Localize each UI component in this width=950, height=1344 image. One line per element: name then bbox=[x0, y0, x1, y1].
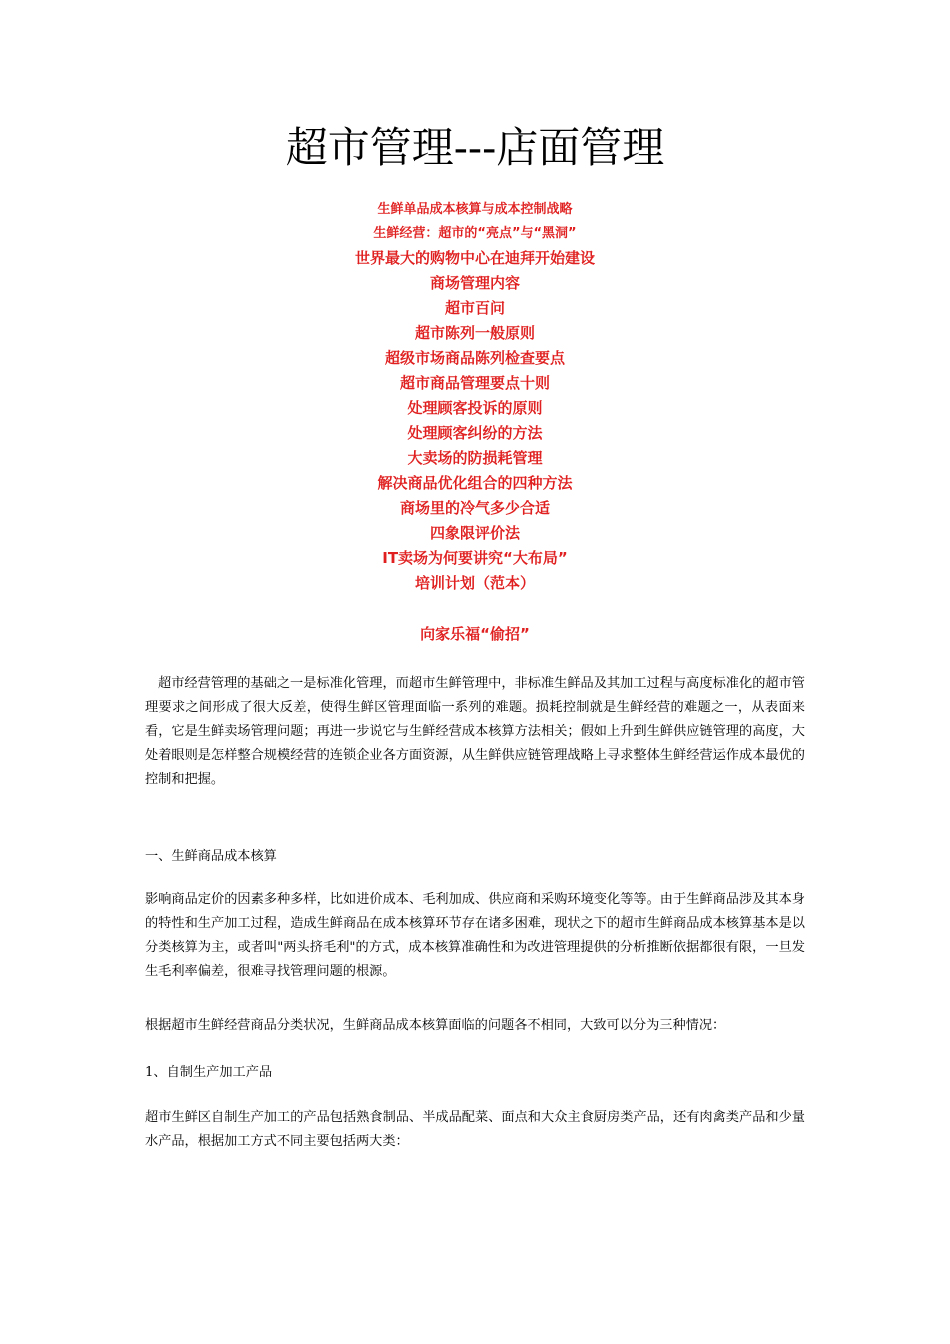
toc-item[interactable]: 商场里的冷气多少合适 bbox=[399, 499, 550, 517]
toc-item[interactable]: IT卖场为何要讲究“大布局” bbox=[382, 549, 568, 567]
intro-paragraph: 超市经营管理的基础之一是标准化管理，而超市生鲜管理中，非标准生鲜品及其加工过程与高度标准化的超市管理要求之间形成了很大反差，使得生鲜区管理面临一系列的难题。损耗控制就是生鲜经营的难题之一，从表面来看，它是生鲜卖场管理问题；再进一步说它与生鲜经营成本核算方法相关；假如上升到生鲜供应链管理的高度，大处着眼则是怎样整合规模经营的连锁企业各方面资源，从生鲜供应链管理战略上寻求整体生鲜经营运作成本最优的控制和把握。 bbox=[145, 676, 805, 787]
toc-item-extra[interactable]: 向家乐福“偷招” bbox=[420, 625, 530, 643]
body-paragraph: 影响商品定价的因素多种多样，比如进价成本、毛利加成、供应商和采购环境变化等等。由于生鲜商品涉及其本身的特性和生产加工过程，造成生鲜商品在成本核算环节存在诸多困难，现状之下的超市生鲜商品成本核算基本是以分类核算为主，或者叫"两头挤毛利"的方式，成本核算准确性和为改进管理提供的分析推断依据都很有限，一旦发生毛利率偏差，很难寻找管理问题的根源。 bbox=[145, 892, 805, 979]
toc-item[interactable]: 超市商品管理要点十则 bbox=[399, 374, 550, 392]
toc-item[interactable]: 超市百问 bbox=[444, 299, 505, 317]
toc-item[interactable]: 培训计划（范本） bbox=[414, 574, 535, 592]
toc-item[interactable]: 处理顾客纠纷的方法 bbox=[407, 424, 543, 442]
toc-item[interactable]: 超级市场商品陈列检查要点 bbox=[384, 349, 565, 367]
section-heading: 一、生鲜商品成本核算 bbox=[145, 849, 277, 864]
toc-item[interactable]: 商场管理内容 bbox=[429, 274, 520, 292]
toc-item[interactable]: 四象限评价法 bbox=[429, 524, 520, 542]
body-paragraph: 超市生鲜区自制生产加工的产品包括熟食制品、半成品配菜、面点和大众主食厨房类产品，还有肉禽类产品和少量水产品，根据加工方式不同主要包括两大类： bbox=[145, 1110, 805, 1149]
toc-item[interactable]: 解决商品优化组合的四种方法 bbox=[377, 474, 573, 492]
toc-item[interactable]: 处理顾客投诉的原则 bbox=[407, 399, 543, 417]
subsection-heading: 1、自制生产加工产品 bbox=[145, 1065, 273, 1080]
page-title: 超市管理---店面管理 bbox=[285, 123, 665, 172]
toc-item[interactable]: 大卖场的防损耗管理 bbox=[407, 449, 543, 467]
toc-item[interactable]: 超市陈列一般原则 bbox=[414, 324, 535, 342]
toc-list bbox=[0, 198, 950, 596]
body-paragraph: 根据超市生鲜经营商品分类状况，生鲜商品成本核算面临的问题各不相同，大致可以分为三种情况： bbox=[145, 1018, 726, 1033]
toc-item[interactable]: 生鲜单品成本核算与成本控制战略 bbox=[377, 202, 573, 217]
toc-item[interactable]: 生鲜经营：超市的“亮点”与“黑洞” bbox=[373, 226, 577, 241]
toc-item[interactable]: 世界最大的购物中心在迪拜开始建设 bbox=[354, 249, 595, 267]
